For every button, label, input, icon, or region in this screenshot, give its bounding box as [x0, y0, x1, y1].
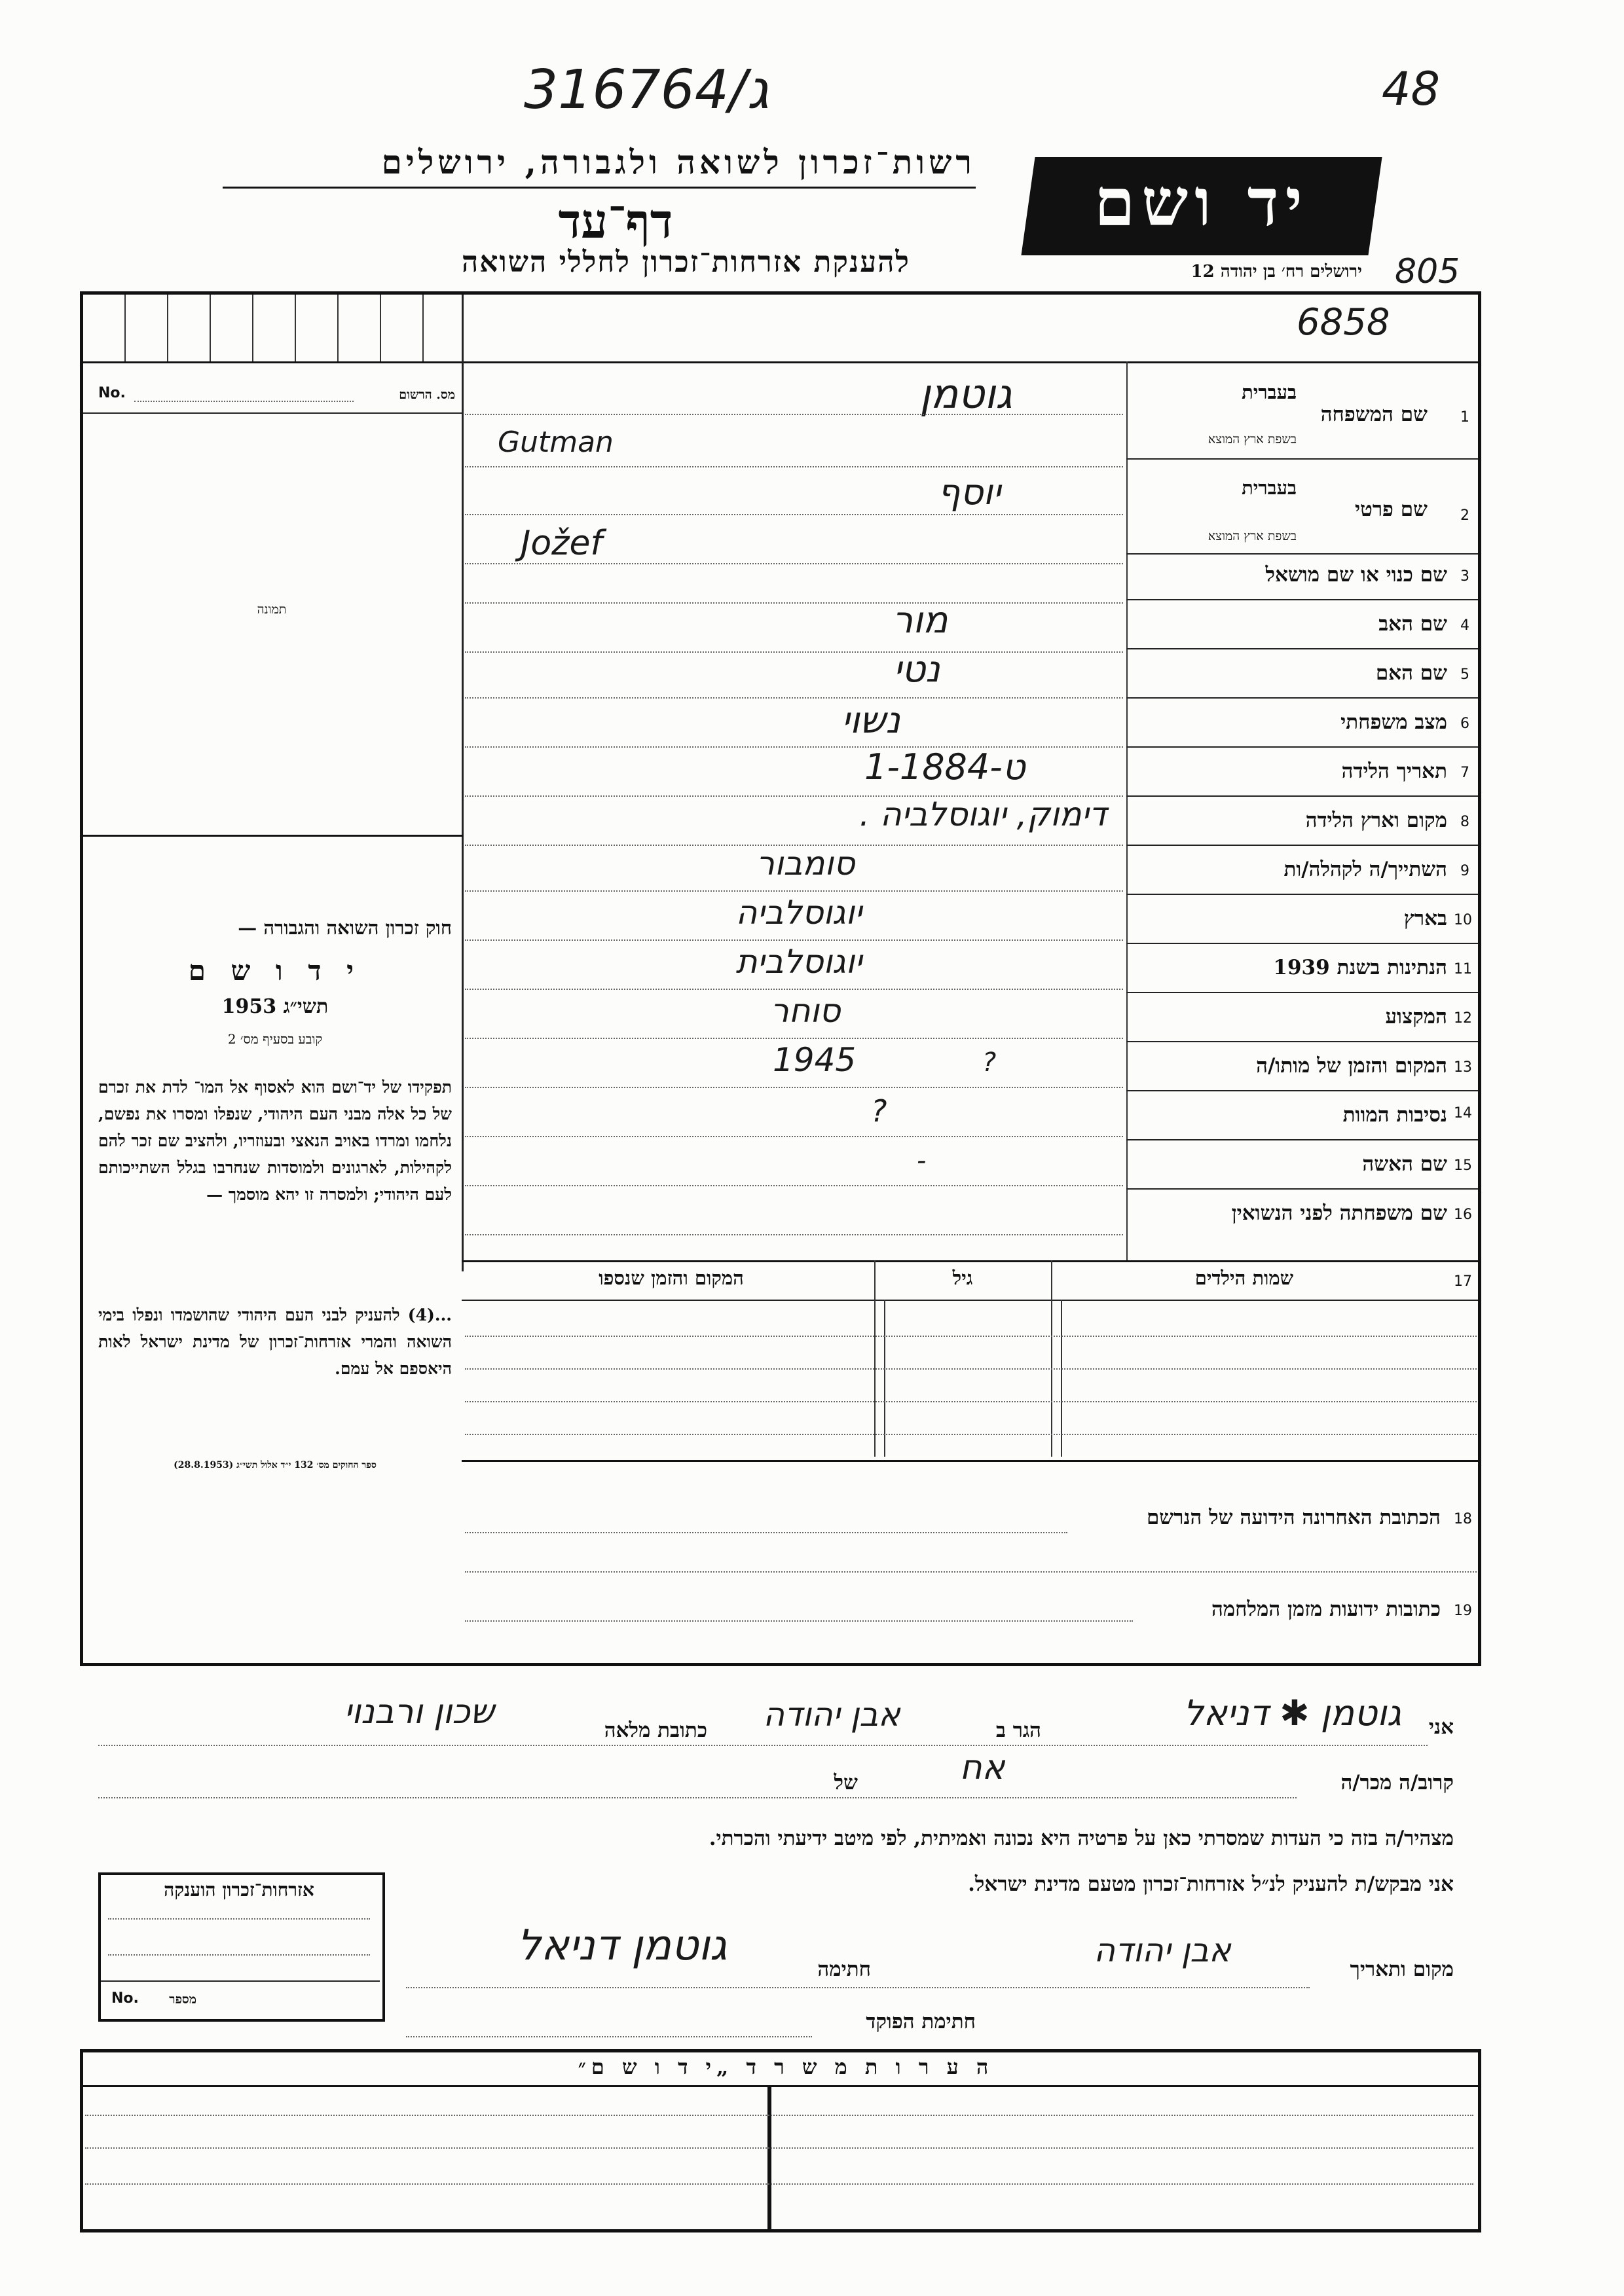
row-12-sep	[1126, 1041, 1478, 1042]
cell-divider	[380, 295, 381, 361]
cell-divider	[337, 295, 339, 361]
law-name: י ד ו ש ם	[188, 955, 362, 987]
cell-divider	[252, 295, 253, 361]
registry-label: מס. הרשום	[399, 388, 455, 402]
row-10-sep	[1126, 943, 1478, 944]
row-7-number: 7	[1460, 765, 1469, 781]
row-6-value: נשוי	[841, 699, 900, 742]
row-5-number: 5	[1460, 666, 1469, 683]
row-11-sep	[1126, 992, 1478, 993]
row-1-sub2: בשפת ארץ המוצא	[1208, 432, 1297, 446]
row-3-label: שם כנוי או שם מושאל	[1265, 563, 1447, 587]
row-8-number: 8	[1460, 814, 1469, 830]
row-9-label: השתייך/ה לקהלה/ות	[1283, 858, 1447, 881]
row-16-line	[465, 1234, 1123, 1235]
row-1-line-b	[465, 466, 1123, 467]
row-1-line-a	[465, 414, 1123, 415]
authority-underline	[223, 187, 976, 189]
row-7-value: 1-ט-1884	[864, 746, 1025, 788]
row-13-value: 1945	[773, 1041, 857, 1079]
row-9-number: 9	[1460, 863, 1469, 879]
row-4-value: מור	[892, 599, 948, 642]
row-14-number: 14	[1454, 1105, 1472, 1121]
item-number: 6858	[1297, 301, 1390, 344]
form-subtitle: להענקת אזרחות־זכרון לחללי השואה	[461, 246, 910, 279]
decl-city: אבן יהודה	[763, 1696, 900, 1734]
row-10-number: 10	[1454, 912, 1472, 928]
row-5-label: שם האם	[1375, 661, 1447, 685]
decl-gar-b: הגר ב	[995, 1719, 1041, 1742]
decl-statement-2: אני מבקש/ת להעניק לנ״ל אזרחות־זכרון מטעם מדינת ישראל.	[968, 1872, 1454, 1896]
law-text-2: ...(4) להעניק לבני העם היהודי שהושמדו ונפלו בימי השואה והמרי אזרחות־זכרון של מדינת ישראל לאות היאספם אל עמם.	[98, 1305, 452, 1378]
row-19-line-a	[465, 1620, 1133, 1622]
row-2-line-a	[465, 514, 1123, 515]
notes-divider	[767, 2085, 771, 2229]
row-1-value: גוטמן	[919, 370, 1012, 418]
notes-line-2	[85, 2147, 1473, 2149]
row-3-sep	[1126, 599, 1478, 600]
row-15-value: -	[917, 1146, 927, 1176]
archive-number: 316764/ג	[524, 59, 769, 121]
row-2-value2: Jožef	[521, 524, 602, 563]
decl-relative-label: קרוב/ה מכר/ה	[1340, 1771, 1454, 1795]
law-section: קובע בסעיף מס׳ 2	[227, 1031, 323, 1047]
decl-line-1	[98, 1745, 1428, 1746]
children-col-age: גיל	[952, 1267, 973, 1289]
row-6-sep	[1126, 746, 1478, 748]
cell-divider	[124, 295, 126, 361]
row-18-number: 18	[1454, 1511, 1472, 1527]
decl-line-2	[98, 1797, 1297, 1798]
decl-line-3	[406, 1987, 1310, 1988]
registry-line	[83, 412, 463, 414]
row-15-label: שם האשה	[1362, 1152, 1447, 1176]
row-5-value: נטי	[893, 648, 940, 691]
row-13-label: המקום והזמן של מותו/ה	[1256, 1054, 1447, 1078]
children-line-1	[465, 1336, 1477, 1337]
decl-name: גוטמן ✱ דניאל	[1183, 1692, 1401, 1734]
row-13-number: 13	[1454, 1059, 1472, 1076]
box-line-1	[108, 1918, 370, 1920]
box-line-3	[101, 1980, 380, 1982]
citizenship-box-title: אזרחות־זכרון הוענקה	[164, 1879, 314, 1901]
row-15-sep	[1126, 1188, 1478, 1190]
children-divider-age	[1051, 1260, 1052, 1457]
form-title: דף־עד	[558, 193, 673, 249]
photo-label: תמונה	[257, 602, 287, 617]
row-12-number: 12	[1454, 1010, 1472, 1027]
row-10-label: בארץ	[1403, 907, 1447, 930]
corner-number: 805	[1395, 252, 1460, 291]
notes-header-line	[83, 2085, 1478, 2087]
row-6-label: מצב משפחתי	[1340, 710, 1447, 734]
children-line-2	[465, 1368, 1477, 1370]
top-strip-line	[83, 361, 1481, 363]
row-3-number: 3	[1460, 568, 1469, 585]
row-7-sep	[1126, 795, 1478, 797]
no-line	[134, 401, 354, 402]
row-7-label: תאריך הלידה	[1341, 759, 1447, 783]
row-11-value: יוגוסלבית	[735, 943, 862, 981]
law-reference: ספר החוקים מס׳ 132 י״ד אלול תשי״ג (28.8.1953)	[174, 1460, 377, 1470]
authority-title: רשות־זכרון לשואה ולגבורה, ירושלים	[381, 143, 976, 181]
row-9-sep	[1126, 894, 1478, 895]
children-header-bottom	[462, 1300, 1478, 1301]
children-bottom	[462, 1460, 1478, 1462]
decl-place-date: אבן יהודה	[1094, 1931, 1231, 1969]
box-number-label: מספר	[169, 1992, 196, 2007]
row-10-value: יוגוסלביה	[735, 894, 862, 932]
row-16-number: 16	[1454, 1207, 1472, 1223]
notes-line-1	[85, 2115, 1473, 2116]
children-divider-age2	[1061, 1300, 1062, 1457]
top-strip-divider	[462, 295, 464, 361]
row-18-line-b	[465, 1571, 1477, 1573]
no-label: No.	[98, 385, 126, 401]
row-12-value: סוחר	[770, 992, 841, 1030]
row-11-label: הנתינות בשנת 1939	[1273, 956, 1447, 979]
decl-place-date-label: מקום ותאריך	[1350, 1958, 1454, 1981]
row-2-line-b	[465, 563, 1123, 564]
row-13-sep	[1126, 1090, 1478, 1091]
row-1-number: 1	[1460, 409, 1469, 426]
row-1-value2: Gutman	[498, 426, 614, 459]
decl-officer-label: חתימת הפוקד	[866, 2010, 976, 2033]
children-divider-place2	[884, 1300, 885, 1457]
decl-signature-label: חתימה	[817, 1958, 871, 1981]
row-14-label: נסיבות המוות	[1342, 1103, 1447, 1127]
law-text-1: תפקידו של יד־ושם הוא לאסוף אל המו־ לדת את זכרם של כל אלה מבני העם היהודי, שנפלו ומסרו את נפשם, נלחמו ומרדו באויב הנאצי ובעוזריו, ולהציב שם זכר להם לקהילות, לארגונים ולמוסדות שנחרבו בגלל השתייכותם לעם היהודי; ולמסרה זו יהא מוסמך —	[98, 1078, 452, 1204]
row-19-number: 19	[1454, 1603, 1472, 1619]
logo-address: ירושלים רח׳ בן יהודה 12	[1190, 262, 1362, 282]
row-2-sub2: בשפת ארץ המוצא	[1208, 529, 1297, 543]
row-14-line	[465, 1136, 1123, 1137]
row-18-line-a	[465, 1532, 1067, 1533]
row-8-sep	[1126, 845, 1478, 846]
row-2-number: 2	[1460, 507, 1469, 524]
cell-divider	[167, 295, 168, 361]
row-15-line	[465, 1185, 1123, 1186]
label-column-divider	[1126, 361, 1128, 1262]
box-no: No.	[111, 1990, 139, 2007]
children-line-3	[465, 1401, 1477, 1402]
decl-address-label: כתובת מלאה	[604, 1719, 707, 1742]
law-title: חוק זכרון השואה והגבורה —	[238, 917, 452, 939]
row-3-line	[465, 602, 1123, 604]
row-14-value: ?	[871, 1093, 887, 1129]
logo-text: יד ושם	[1094, 164, 1309, 241]
decl-relation: אח	[959, 1748, 1005, 1787]
notes-title: ה ע ר ו ת מ ש ר ד „י ד ו ש ם״	[578, 2054, 994, 2079]
children-number: 17	[1454, 1273, 1472, 1290]
children-top	[462, 1260, 1478, 1262]
notes-line-3	[85, 2183, 1473, 2185]
decl-signature: גוטמן דניאל	[517, 1922, 728, 1970]
row-4-line	[465, 651, 1123, 653]
children-col-place: המקום והזמן שנספו	[599, 1267, 744, 1289]
decl-address: שכון ורבנוי	[344, 1692, 494, 1732]
row-16-label: שם משפחתה לפני הנשואין	[1231, 1201, 1447, 1225]
page-number: 48	[1382, 62, 1441, 116]
row-1-label: שם המשפחה	[1320, 403, 1428, 426]
row-2-sep	[1126, 553, 1478, 555]
row-19-label: כתובות ידועות מזמן המלחמה	[1211, 1597, 1441, 1621]
children-divider-place	[874, 1260, 876, 1457]
row-10-line	[465, 939, 1123, 941]
row-15-number: 15	[1454, 1157, 1472, 1174]
cell-divider	[422, 295, 424, 361]
row-6-number: 6	[1460, 716, 1469, 732]
row-4-sep	[1126, 648, 1478, 649]
row-11-number: 11	[1454, 961, 1472, 977]
row-18-label: הכתובת האחרונה הידועה של הנרשם	[1146, 1506, 1441, 1529]
cell-divider	[210, 295, 211, 361]
row-11-line	[465, 989, 1123, 990]
cell-divider	[295, 295, 296, 361]
row-1-sub1: בעברית	[1242, 381, 1297, 403]
row-9-value: סומבור	[756, 845, 855, 883]
row-8-value: דימוק, יוגוסלביה .	[859, 795, 1107, 833]
row-5-sep	[1126, 697, 1478, 699]
row-12-line	[465, 1038, 1123, 1039]
children-line-4	[465, 1434, 1477, 1435]
law-year: תשי״ג 1953	[221, 995, 329, 1018]
row-2-label: שם פרטי	[1354, 498, 1428, 521]
decl-ani: אני	[1428, 1715, 1454, 1739]
row-4-number: 4	[1460, 617, 1469, 634]
row-4-label: שם האב	[1378, 612, 1447, 636]
row-2-sub1: בעברית	[1242, 477, 1297, 499]
row-9-line	[465, 890, 1123, 892]
row-2-value: יוסף	[937, 471, 1001, 513]
row-5-line	[465, 697, 1123, 699]
photo-bottom	[83, 835, 463, 837]
children-col-names: שמות הילדים	[1194, 1267, 1294, 1289]
row-8-label: מקום וארץ הלידה	[1305, 809, 1447, 832]
left-column-divider	[462, 361, 464, 1271]
row-14-sep	[1126, 1139, 1478, 1140]
box-line-2	[108, 1954, 370, 1956]
row-12-label: המקצוע	[1385, 1005, 1447, 1029]
decl-officer-line	[406, 2036, 812, 2037]
row-13-value2: ?	[982, 1048, 997, 1078]
decl-of: של	[834, 1771, 858, 1795]
decl-statement-1: מצהיר/ה בזה כי העדות שמסרתי כאן על פרטיה היא נכונה ואמיתית, לפי מיטב ידיעתי והכרתי.	[709, 1827, 1454, 1850]
row-13-line	[465, 1087, 1123, 1088]
row-1-sep	[1126, 458, 1478, 460]
